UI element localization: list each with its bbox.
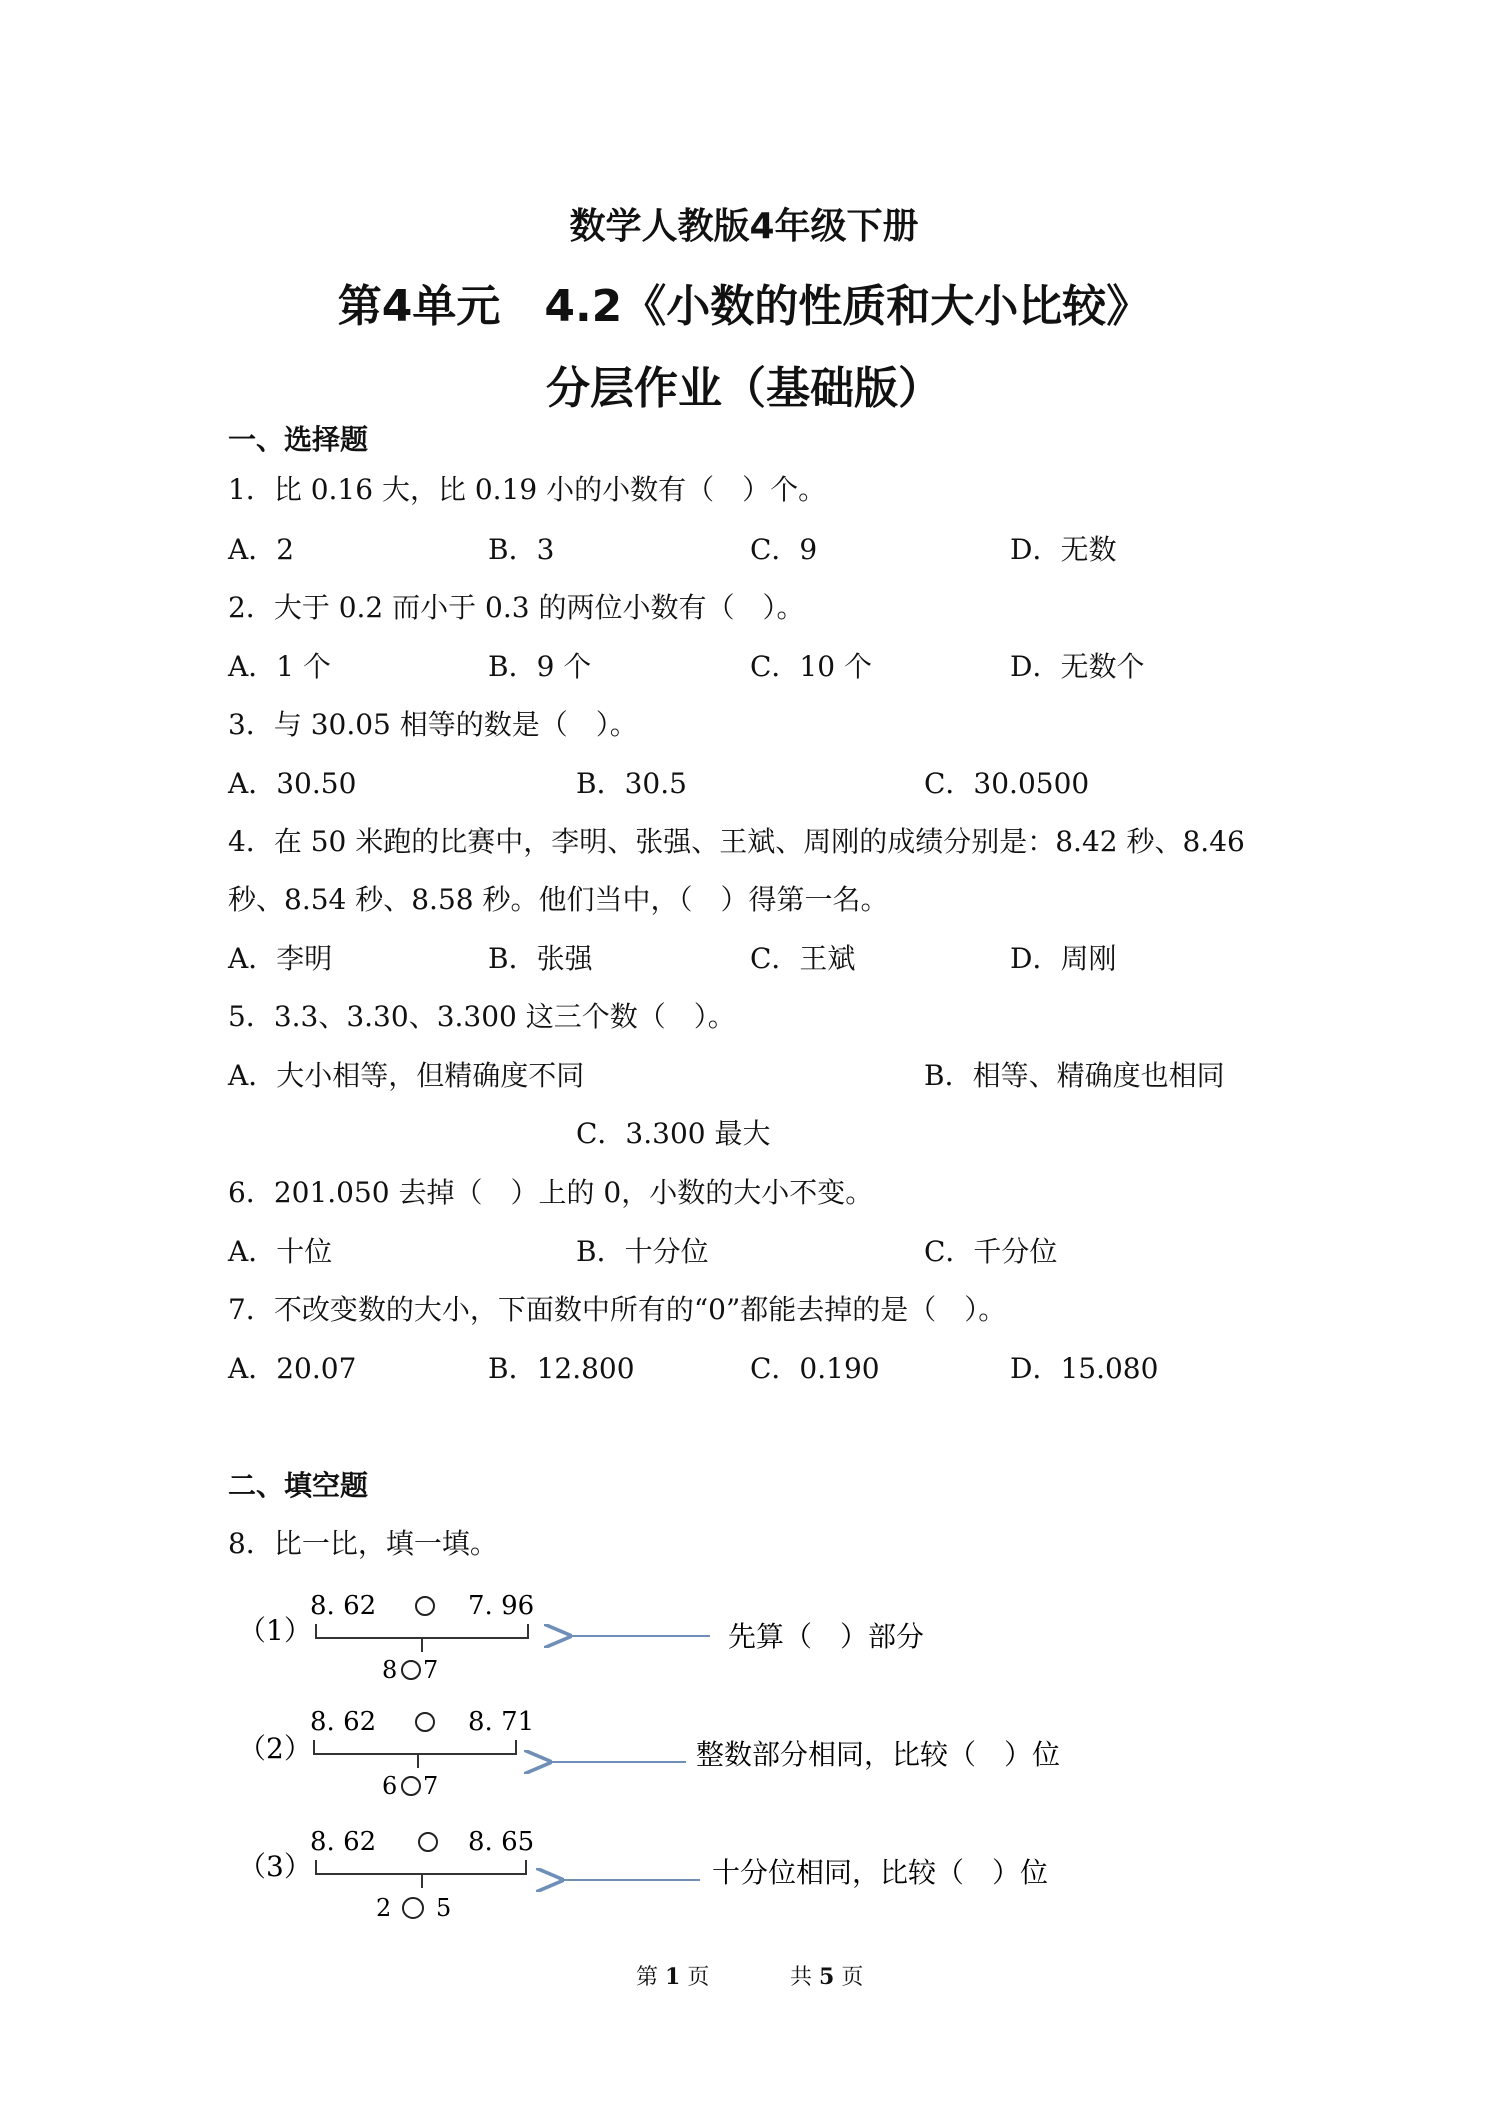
- q3-option-c: C．30.0500: [924, 767, 1090, 800]
- q7-option-c: C．0.190: [750, 1352, 880, 1385]
- compare-3-bottom-circle-icon: [403, 1898, 423, 1918]
- compare-3-label: （3）: [238, 1850, 312, 1883]
- question-8-stem: 8．比一比，填一填。: [228, 1527, 498, 1560]
- compare-2-bottom-circle-icon: [402, 1777, 420, 1795]
- compare-1-right-number: 7. 96: [468, 1591, 535, 1621]
- compare-2-bottom-left: 6: [382, 1772, 398, 1800]
- compare-item-2: [238, 1707, 1060, 1800]
- compare-1-bottom-circle-icon: [402, 1661, 420, 1679]
- q2-option-a: A．1 个: [228, 650, 331, 683]
- compare-item-3: [238, 1827, 1048, 1922]
- q7-option-b: B．12.800: [488, 1352, 635, 1385]
- q5-option-a: A．大小相等，但精确度不同: [228, 1059, 585, 1092]
- doc-title-grade: 数学人教版4年级下册: [569, 206, 919, 247]
- page-total-prefix: 共: [790, 1965, 813, 1990]
- q5-option-c: C．3.300 最大: [576, 1117, 771, 1150]
- q4-option-b: B．张强: [488, 942, 593, 975]
- compare-1-left-number: 8. 62: [310, 1591, 377, 1621]
- compare-1-circle-icon: [416, 1597, 434, 1615]
- q1-option-c: C．9: [750, 533, 818, 566]
- q2-option-b: B．9 个: [488, 650, 592, 683]
- page-number-suffix: 页: [687, 1965, 710, 1990]
- question-5-stem: 5．3.3、3.30、3.300 这三个数（ ）。: [228, 1000, 736, 1033]
- compare-3-right-number: 8. 65: [468, 1827, 535, 1857]
- doc-title-level: 分层作业（基础版）: [546, 363, 942, 414]
- compare-3-circle-icon: [419, 1833, 437, 1851]
- page-total-value: 5: [819, 1964, 835, 1990]
- compare-2-circle-icon: [416, 1713, 434, 1731]
- question-4-stem-line2: 秒、8.54 秒、8.58 秒。他们当中，（ ）得第一名。: [228, 883, 889, 916]
- q7-option-d: D．15.080: [1010, 1352, 1159, 1385]
- page-number-value: 1: [665, 1964, 681, 1990]
- q7-option-a: A．20.07: [228, 1352, 357, 1385]
- compare-2-bottom-right: 7: [423, 1772, 439, 1800]
- question-6-stem: 6．201.050 去掉（ ）上的 0，小数的大小不变。: [228, 1176, 874, 1209]
- page-total-suffix: 页: [841, 1965, 864, 1990]
- q4-option-d: D．周刚: [1010, 942, 1117, 975]
- compare-2-bracket: [314, 1740, 516, 1768]
- compare-3-hint: 十分位相同，比较（ ）位: [712, 1856, 1049, 1889]
- page-number: [636, 1960, 709, 1991]
- q3-option-b: B．30.5: [576, 767, 687, 800]
- q6-option-b: B．十分位: [576, 1235, 709, 1268]
- compare-1-bottom-left: 8: [382, 1656, 398, 1684]
- page-total: [790, 1960, 863, 1991]
- q6-option-c: C．千分位: [924, 1235, 1058, 1268]
- section-heading-choice: 一、选择题: [228, 423, 369, 456]
- compare-1-label: （1）: [238, 1614, 312, 1647]
- compare-2-hint: 整数部分相同，比较（ ）位: [696, 1738, 1061, 1771]
- section-heading-fill: 二、填空题: [228, 1469, 369, 1502]
- q3-option-a: A．30.50: [228, 767, 357, 800]
- q1-option-b: B．3: [488, 533, 555, 566]
- doc-title-unit: 第4单元 4.2《小数的性质和大小比较》: [337, 281, 1151, 332]
- compare-1-bracket: [316, 1624, 528, 1652]
- question-7-stem: 7．不改变数的大小，下面数中所有的“0”都能去掉的是（ ）。: [228, 1293, 1007, 1326]
- compare-2-right-number: 8. 71: [468, 1707, 535, 1737]
- page-number-prefix: 第: [636, 1965, 659, 1990]
- compare-3-bracket: [316, 1860, 526, 1888]
- q2-option-c: C．10 个: [750, 650, 872, 683]
- question-3-stem: 3．与 30.05 相等的数是（ ）。: [228, 708, 638, 741]
- question-2-stem: 2．大于 0.2 而小于 0.3 的两位小数有（ ）。: [228, 591, 805, 624]
- compare-3-bottom-right: 5: [436, 1894, 452, 1922]
- compare-item-1: [238, 1591, 924, 1684]
- q5-option-b: B．相等、精确度也相同: [924, 1059, 1225, 1092]
- q1-option-a: A．2: [228, 533, 295, 566]
- compare-3-bottom-left: 2: [376, 1894, 392, 1922]
- q4-option-a: A．李明: [228, 942, 333, 975]
- q6-option-a: A．十位: [228, 1235, 333, 1268]
- question-4-stem-line1: 4．在 50 米跑的比赛中，李明、张强、王斌、周刚的成绩分别是：8.42 秒、8.46: [228, 825, 1245, 858]
- compare-2-label: （2）: [238, 1732, 312, 1765]
- compare-3-left-number: 8. 62: [310, 1827, 377, 1857]
- q4-option-c: C．王斌: [750, 942, 856, 975]
- q1-option-d: D．无数: [1010, 533, 1117, 566]
- compare-2-left-number: 8. 62: [310, 1707, 377, 1737]
- q2-option-d: D．无数个: [1010, 650, 1145, 683]
- compare-1-hint: 先算（ ）部分: [728, 1620, 925, 1653]
- question-1-stem: 1．比 0.16 大，比 0.19 小的小数有（ ）个。: [228, 473, 827, 506]
- compare-1-bottom-right: 7: [423, 1656, 439, 1684]
